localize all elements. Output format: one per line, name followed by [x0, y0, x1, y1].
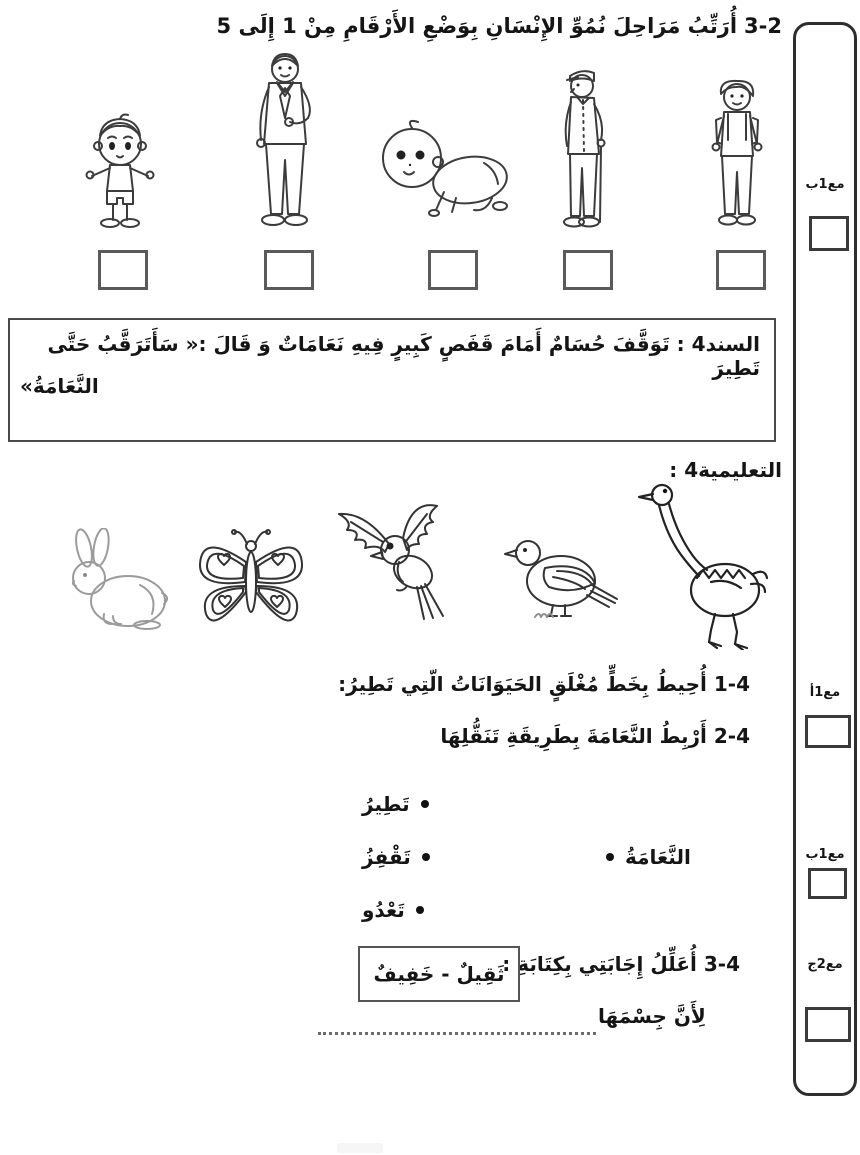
- flying-bird-icon[interactable]: [325, 492, 467, 632]
- match-option-label: تَقْفِزُ: [362, 845, 411, 869]
- match-option-fly: [362, 792, 429, 816]
- ostrich-icon[interactable]: [633, 478, 771, 650]
- match-option-jump: [362, 845, 430, 869]
- footer-smudge: [337, 1143, 383, 1153]
- assessment-sidebar: [793, 22, 857, 1096]
- question-3-number: 3-4: [703, 952, 740, 976]
- answer-dotted-line[interactable]: [318, 1010, 596, 1035]
- title-text: أُرَتِّبُ مَرَاحِلَ نُمُوِّ الإِنْسَانِ بِوَضْعِ الأَرْقَامِ مِنْ 1 إِلَى 5: [216, 14, 738, 38]
- criterion-label: مع2ج: [807, 957, 843, 972]
- old-man-icon: [537, 64, 632, 232]
- boy-icon: [76, 112, 164, 232]
- baby-icon: [372, 118, 522, 218]
- question-3: [502, 952, 740, 976]
- pigeon-icon[interactable]: [497, 523, 619, 623]
- passage-line1: السند4 : تَوَقَّفَ حُسَامٌ أَمَامَ قَفَصٍ كَبِيرٍ فِيهِ نَعَامَاتٌ وَ قَالَ :« سَأَتَرَقَّبُ حَتَّى تَطِيرَ: [47, 332, 760, 380]
- criterion-label: مع1ب: [805, 847, 845, 862]
- passage-line2: النَّعَامَةُ»: [20, 374, 99, 398]
- passage-box: [8, 318, 776, 442]
- title-number: 3-2: [744, 14, 782, 38]
- question-2-text: أَرْبِطُ النَّعَامَةَ بِطَرِيقَةِ تَنَقُّلِهَا: [440, 724, 707, 748]
- question-1: [338, 672, 750, 696]
- criterion-label: مع1ب: [805, 177, 845, 192]
- answer-box[interactable]: [264, 250, 314, 290]
- teenager-icon: [690, 78, 785, 233]
- page-title: [217, 14, 782, 38]
- score-box[interactable]: [808, 868, 847, 899]
- match-subject-ostrich: [606, 845, 691, 869]
- score-box[interactable]: [805, 715, 851, 748]
- match-bullet[interactable]: [422, 853, 430, 861]
- match-bullet[interactable]: [416, 906, 424, 914]
- criterion-label: مع1أ: [809, 685, 841, 700]
- match-subject-label: النَّعَامَةُ: [625, 845, 691, 869]
- match-option-run: [362, 898, 424, 922]
- match-option-label: تَعْدُو: [362, 898, 405, 922]
- answer-prefix: لِأَنَّ جِسْمَهَا: [598, 1004, 706, 1028]
- answer-box[interactable]: [98, 250, 148, 290]
- question-3-text: أُعَلِّلُ إِجَابَتِي بِكِتَابَةِ :: [502, 952, 697, 976]
- rabbit-icon[interactable]: [48, 528, 178, 633]
- score-box[interactable]: [805, 1007, 851, 1042]
- butterfly-icon[interactable]: [194, 520, 310, 642]
- question-1-text: أُحِيطُ بِخَطٍّ مُغْلَقٍ الحَيَوَانَاتُ الّتِي تَطِيرُ:: [338, 672, 707, 696]
- match-option-label: تَطِيرُ: [362, 792, 410, 816]
- answer-box[interactable]: [716, 250, 766, 290]
- question-2-number: 2-4: [713, 724, 750, 748]
- score-box[interactable]: [809, 216, 849, 251]
- match-bullet[interactable]: [421, 800, 429, 808]
- question-2: [440, 724, 750, 748]
- answer-box[interactable]: [428, 250, 478, 290]
- match-bullet[interactable]: [606, 853, 614, 861]
- instruction-label: التعليمية4 :: [669, 458, 782, 482]
- man-icon: [238, 52, 333, 235]
- word-choices-box: [358, 946, 520, 1002]
- word-choices: ثَقِيلٌ - خَفِيفٌ: [373, 962, 505, 986]
- question-1-number: 1-4: [713, 672, 750, 696]
- answer-box[interactable]: [563, 250, 613, 290]
